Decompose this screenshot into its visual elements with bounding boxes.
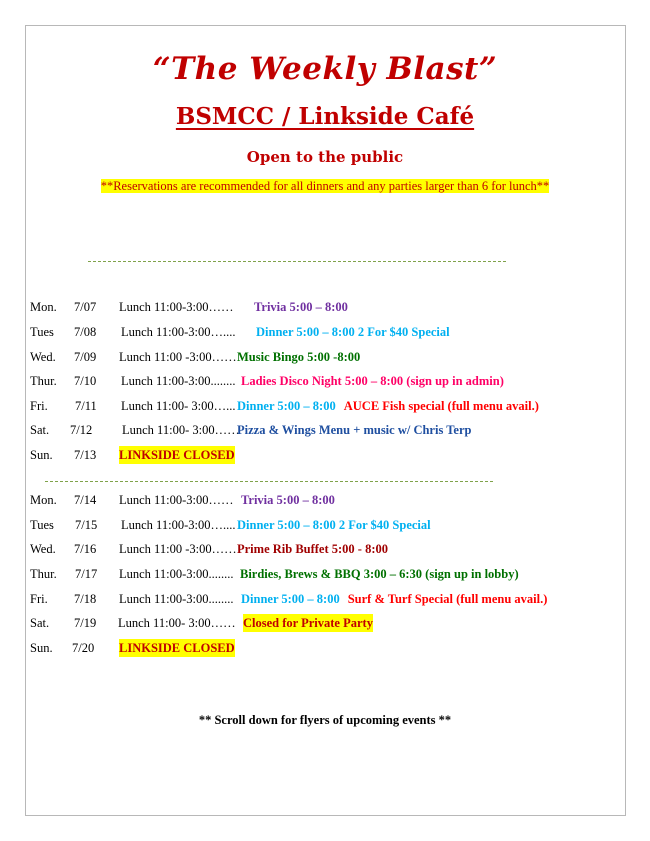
event-text: Closed for Private Party [243, 616, 373, 630]
day-label: Tues [30, 518, 54, 532]
event-special-text: AUCE Fish special (full menu avail.) [343, 399, 539, 413]
schedule-row [0, 491, 650, 509]
event-text: Trivia 5:00 – 8:00 [254, 300, 348, 314]
event-text: Dinner 5:00 – 8:00 AUCE Fish special (full menu avail.) [237, 399, 539, 413]
lunch-hours: Lunch 11:00 -3:00…… [119, 350, 237, 364]
date-label: 7/13 [74, 448, 97, 462]
schedule-row [0, 298, 650, 316]
date-label: 7/10 [74, 374, 97, 388]
date-label: 7/18 [74, 592, 97, 606]
schedule-row [0, 446, 650, 464]
event-text: Trivia 5:00 – 8:00 [241, 493, 335, 507]
schedule-row [0, 372, 650, 390]
event-text: Ladies Disco Night 5:00 – 8:00 (sign up in admin) [241, 374, 504, 388]
day-label: Thur. [30, 374, 57, 388]
date-label: 7/14 [74, 493, 97, 507]
schedule-row [0, 516, 650, 534]
date-label: 7/17 [75, 567, 98, 581]
lunch-hours: Lunch 11:00-3:00........ [119, 592, 234, 606]
lunch-hours: Lunch 11:00-3:00….... [121, 325, 236, 339]
date-label: 7/19 [74, 616, 97, 630]
day-label: Fri. [30, 592, 48, 606]
event-text: LINKSIDE CLOSED [119, 641, 235, 655]
day-label: Fri. [30, 399, 48, 413]
schedule-row [0, 348, 650, 366]
reservation-note-wrap [0, 177, 650, 195]
lunch-hours: Lunch 11:00 -3:00…… [119, 542, 237, 556]
day-label: Sun. [30, 448, 53, 462]
date-label: 7/16 [74, 542, 97, 556]
schedule-row [0, 540, 650, 558]
lunch-hours: Lunch 11:00- 3:00…… [118, 616, 236, 630]
date-label: 7/15 [75, 518, 98, 532]
lunch-hours: Lunch 11:00-3:00….... [121, 518, 236, 532]
day-label: Mon. [30, 493, 57, 507]
divider-dashed [88, 261, 506, 262]
day-label: Thur. [30, 567, 57, 581]
scroll-down-note: ** Scroll down for flyers of upcoming events ** [198, 713, 452, 727]
day-label: Sat. [30, 423, 50, 437]
event-text: Prime Rib Buffet 5:00 - 8:00 [237, 542, 389, 556]
lunch-hours: Lunch 11:00- 3:00…… [122, 423, 240, 437]
schedule-row [0, 590, 650, 608]
schedule-row [0, 565, 650, 583]
divider-dashed [45, 481, 493, 482]
event-text: Dinner 5:00 – 8:00 Surf & Turf Special (full menu avail.) [241, 592, 548, 606]
schedule-row [0, 421, 650, 439]
date-label: 7/20 [72, 641, 95, 655]
day-label: Sun. [30, 641, 53, 655]
event-text: Birdies, Brews & BBQ 3:00 – 6:30 (sign up in lobby) [240, 567, 519, 581]
day-label: Sat. [30, 616, 50, 630]
venue-subtitle: BSMCC / Linkside Café [175, 103, 475, 130]
date-label: 7/11 [75, 399, 97, 413]
event-special-text: Surf & Turf Special (full menu avail.) [347, 592, 548, 606]
event-text: LINKSIDE CLOSED [119, 448, 235, 462]
schedule-row [0, 639, 650, 657]
day-label: Wed. [30, 350, 56, 364]
open-to-public-note: Open to the public [246, 148, 404, 166]
day-label: Tues [30, 325, 54, 339]
day-label: Mon. [30, 300, 57, 314]
reservation-note: **Reservations are recommended for all dinners and any parties larger than 6 for lunch** [100, 179, 550, 193]
date-label: 7/12 [70, 423, 93, 437]
lunch-hours: Lunch 11:00-3:00........ [121, 374, 236, 388]
event-text: Dinner 5:00 – 8:00 2 For $40 Special [256, 325, 450, 339]
lunch-hours: Lunch 11:00-3:00…… [119, 493, 234, 507]
lunch-hours: Lunch 11:00- 3:00…... [121, 399, 236, 413]
schedule-row [0, 397, 650, 415]
schedule-row [0, 323, 650, 341]
date-label: 7/07 [74, 300, 97, 314]
lunch-hours: Lunch 11:00-3:00…… [119, 300, 234, 314]
lunch-hours: Lunch 11:00-3:00........ [119, 567, 234, 581]
event-text: Music Bingo 5:00 -8:00 [237, 350, 361, 364]
schedule-row [0, 614, 650, 632]
day-label: Wed. [30, 542, 56, 556]
date-label: 7/08 [74, 325, 97, 339]
event-text: Pizza & Wings Menu + music w/ Chris Terp [237, 423, 472, 437]
event-text: Dinner 5:00 – 8:00 2 For $40 Special [237, 518, 431, 532]
date-label: 7/09 [74, 350, 97, 364]
newsletter-title: “The Weekly Blast” [152, 51, 498, 87]
